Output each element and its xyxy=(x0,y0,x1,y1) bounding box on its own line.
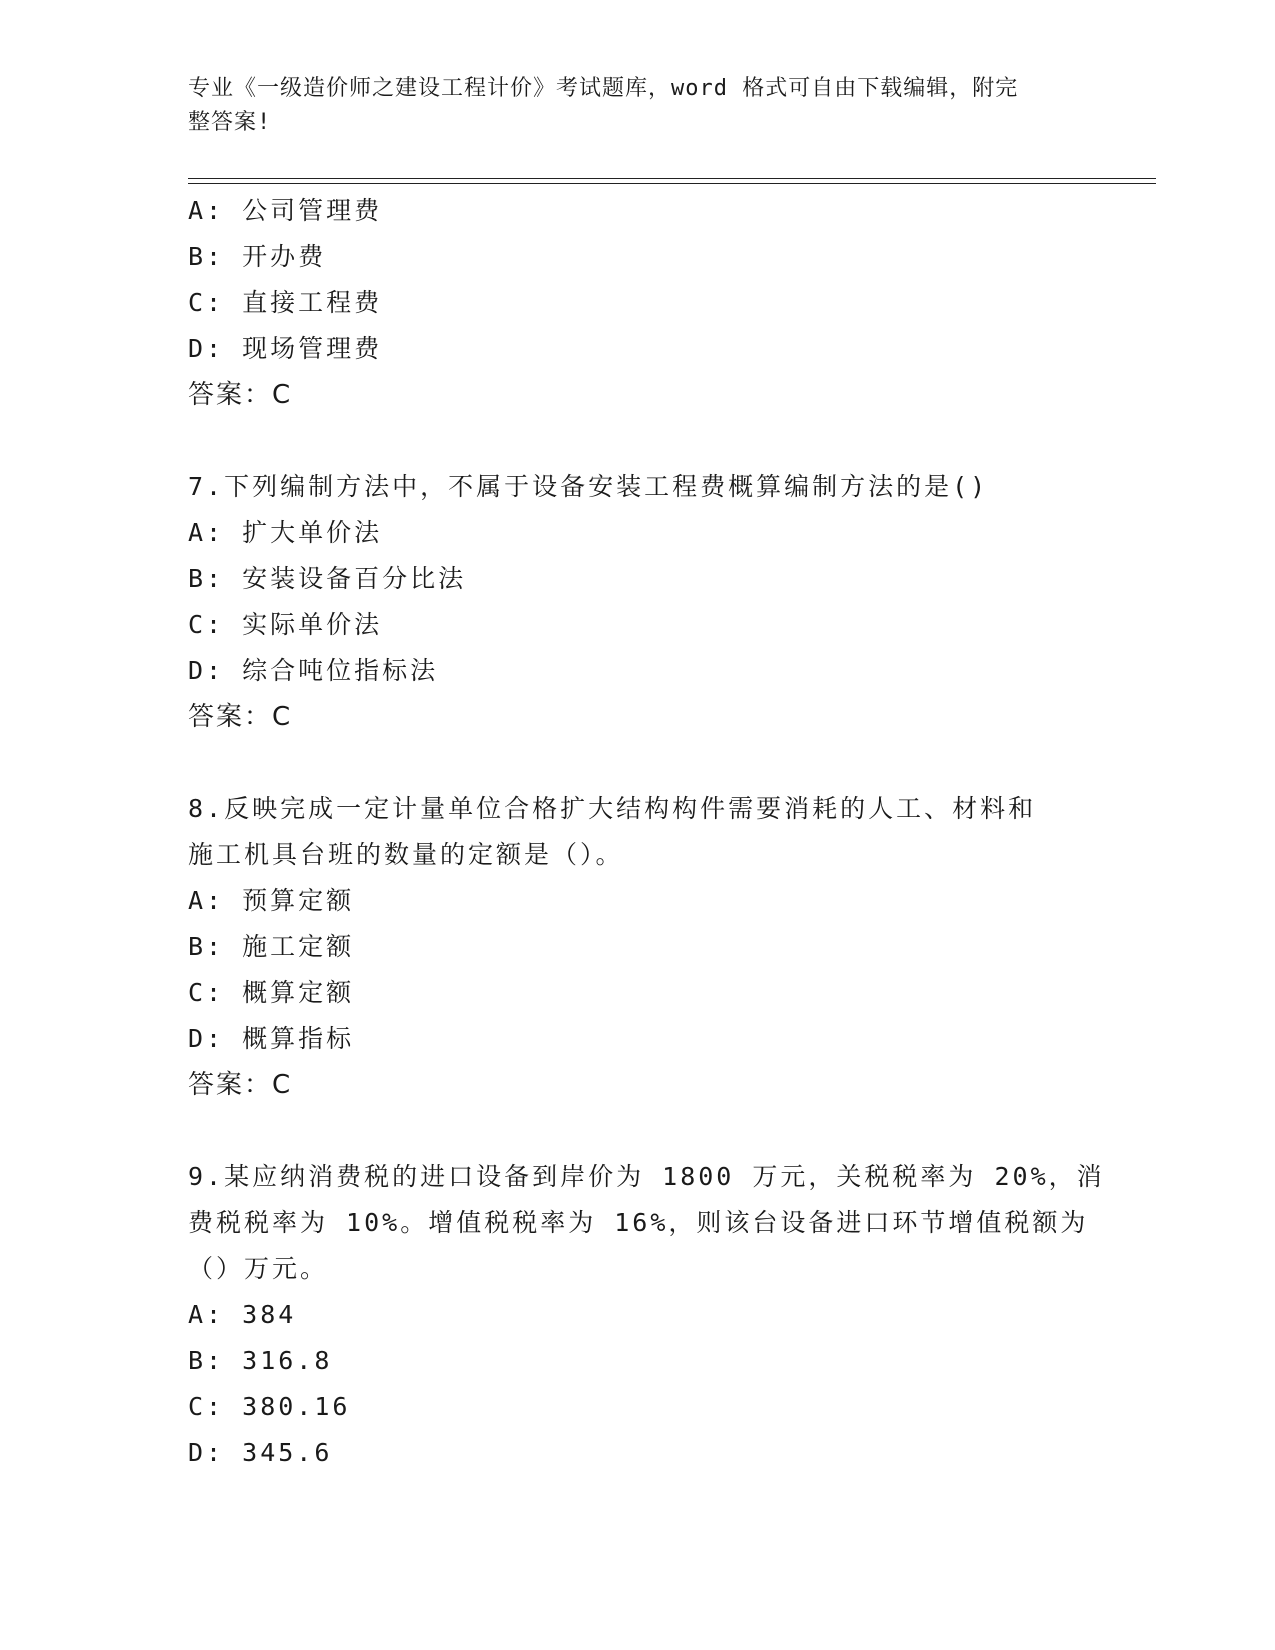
header-line-1: 专业《一级造价师之建设工程计价》考试题库，word 格式可自由下载编辑，附完 xyxy=(188,76,1019,101)
question-text: 8.反映完成一定计量单位合格扩大结构构件需要消耗的人工、材料和 xyxy=(188,794,1037,823)
option-d: D: 345.6 xyxy=(188,1438,333,1467)
answer-line: 答案：C xyxy=(188,1070,293,1100)
question-text: 费税税率为 10%。增值税税率为 16%，则该台设备进口环节增值税额为 xyxy=(188,1208,1089,1237)
option-b: B: 施工定额 xyxy=(188,932,355,961)
option-a: A: 扩大单价法 xyxy=(188,518,383,547)
option-d: D: 现场管理费 xyxy=(188,334,383,363)
option-d: D: 综合吨位指标法 xyxy=(188,656,439,685)
header-divider-top xyxy=(188,178,1156,179)
option-b: B: 316.8 xyxy=(188,1346,333,1375)
question-text: 7.下列编制方法中，不属于设备安装工程费概算编制方法的是() xyxy=(188,472,989,501)
question-block-6 xyxy=(188,188,1088,418)
option-c: C: 直接工程费 xyxy=(188,288,383,317)
question-text: （）万元。 xyxy=(188,1254,329,1283)
answer-line: 答案：C xyxy=(188,702,293,732)
option-c: C: 实际单价法 xyxy=(188,610,383,639)
option-a: A: 公司管理费 xyxy=(188,196,383,225)
answer-line: 答案：C xyxy=(188,380,293,410)
question-text: 9.某应纳消费税的进口设备到岸价为 1800 万元，关税税率为 20%，消 xyxy=(188,1162,1105,1191)
option-c: C: 380.16 xyxy=(188,1392,351,1421)
header-divider-bottom xyxy=(188,183,1156,184)
option-c: C: 概算定额 xyxy=(188,978,355,1007)
option-b: B: 安装设备百分比法 xyxy=(188,564,467,593)
question-text: 施工机具台班的数量的定额是（）。 xyxy=(188,840,624,869)
question-block-7 xyxy=(188,464,1088,740)
question-list xyxy=(188,188,1105,1476)
question-block-8 xyxy=(188,786,1088,1108)
question-block-9 xyxy=(188,1154,1105,1476)
option-a: A: 384 xyxy=(188,1300,297,1329)
document-header xyxy=(188,72,1078,140)
header-line-2: 整答案! xyxy=(188,110,272,135)
option-d: D: 概算指标 xyxy=(188,1024,355,1053)
option-a: A: 预算定额 xyxy=(188,886,355,915)
option-b: B: 开办费 xyxy=(188,242,327,271)
